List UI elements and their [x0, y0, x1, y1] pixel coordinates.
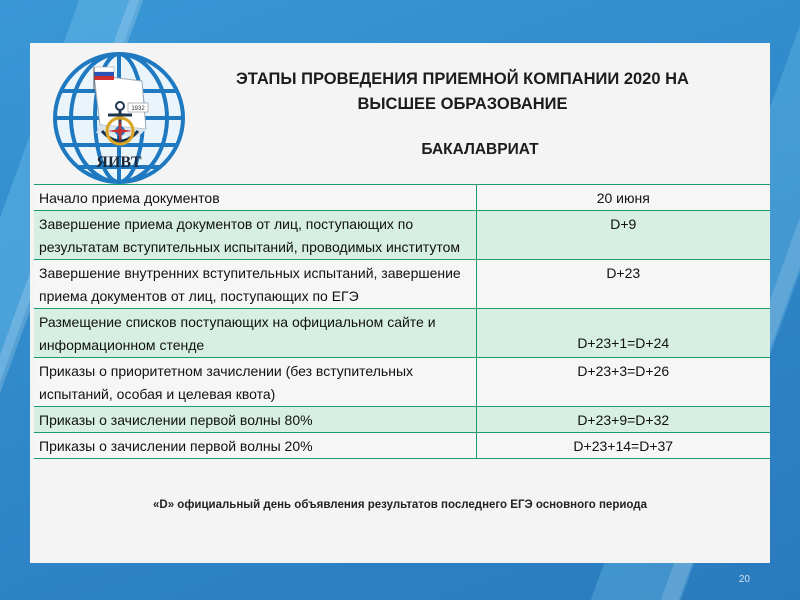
stage-cell: Приказы о приоритетном зачислении (без вступительных испытаний, особая и целевая квота): [34, 358, 476, 407]
date-cell: D+9: [476, 211, 770, 260]
date-cell: D+23+14=D+37: [476, 433, 770, 459]
slide-title: ЭТАПЫ ПРОВЕДЕНИЯ ПРИЕМНОЙ КОМПАНИИ 2020 НА ВЫСШЕЕ ОБРАЗОВАНИЕ: [236, 70, 689, 113]
stage-cell: Завершение приема документов от лиц, поступающих по результатам вступительных испытаний, проводимых институтом: [34, 211, 476, 260]
table-row: [34, 309, 770, 358]
stage-cell: Начало приема документов: [34, 185, 476, 211]
date-cell: D+23+9=D+32: [476, 407, 770, 433]
admission-stages-table: [34, 184, 770, 459]
institute-logo: [50, 51, 188, 185]
stage-cell: Завершение внутренних вступительных испытаний, завершение приема документов от лиц, поступающих по ЕГЭ: [34, 260, 476, 309]
svg-text:ЯИВТ: ЯИВТ: [96, 154, 142, 171]
svg-text:1932: 1932: [131, 106, 145, 112]
date-cell: D+23+3=D+26: [476, 358, 770, 407]
slide-panel: [30, 43, 770, 563]
footnote: «D» официальный день объявления результатов последнего ЕГЭ основного периода: [153, 499, 647, 511]
date-cell: 20 июня: [476, 185, 770, 211]
table-row: [34, 211, 770, 260]
table-row: [34, 358, 770, 407]
slide-subtitle: БАКАЛАВРИАТ: [421, 141, 539, 158]
table-row: [34, 185, 770, 211]
table-row: [34, 407, 770, 433]
stage-cell: Приказы о зачислении первой волны 80%: [34, 407, 476, 433]
page-number: 20: [738, 574, 750, 585]
stage-cell: Размещение списков поступающих на официальном сайте и информационном стенде: [34, 309, 476, 358]
table-row: [34, 433, 770, 459]
stage-cell: Приказы о зачислении первой волны 20%: [34, 433, 476, 459]
table-row: [34, 260, 770, 309]
date-cell: D+23: [476, 260, 770, 309]
date-cell: D+23+1=D+24: [476, 309, 770, 358]
